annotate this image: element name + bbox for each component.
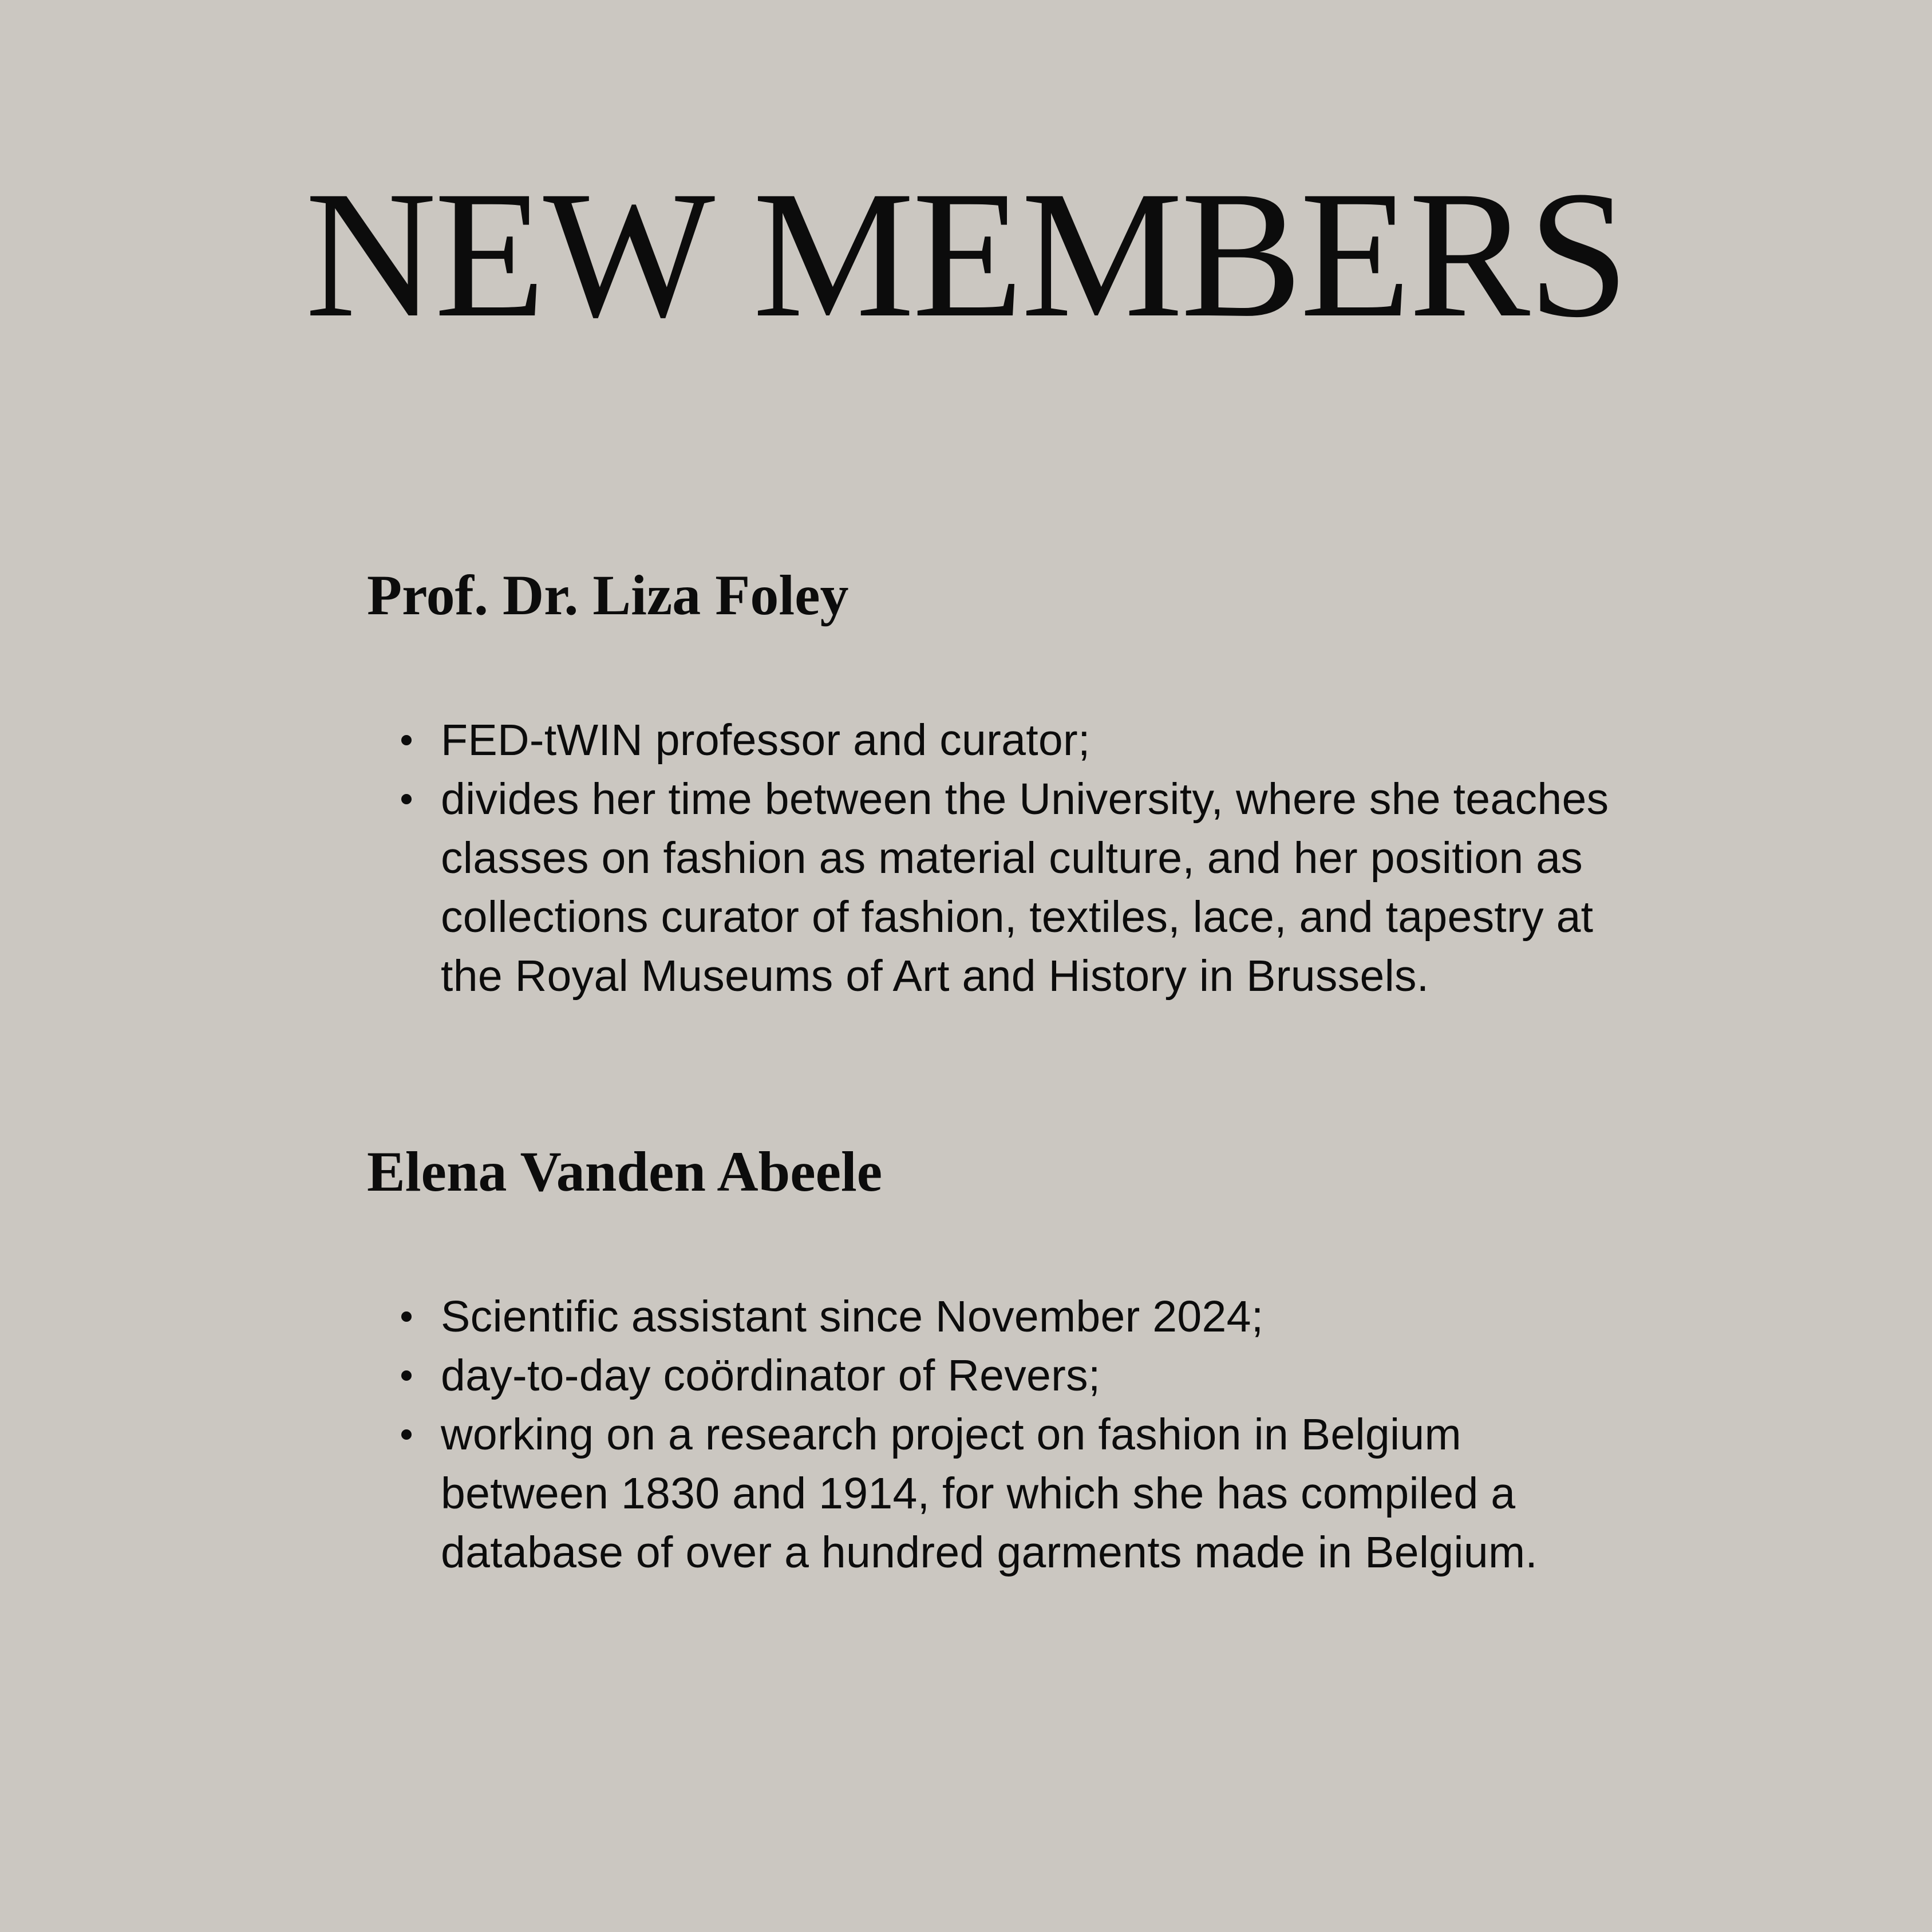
member-section-liza-foley xyxy=(367,561,1626,1006)
bullet-icon xyxy=(401,1370,412,1381)
list-item xyxy=(367,770,1626,1006)
member-name: Elena Vanden Abeele xyxy=(367,1140,883,1203)
list-item-text: FED-tWIN professor and curator; xyxy=(441,716,1091,765)
list-item xyxy=(367,711,1626,770)
bullet-icon xyxy=(401,794,412,804)
member-section-elena-vanden-abeele xyxy=(367,1137,1626,1582)
list-item-text: working on a research project on fashion in Belgium between 1830 and 1914, for which she has compiled a database of over a hundred garments made in Belgium. xyxy=(441,1410,1538,1577)
bullet-icon xyxy=(401,735,412,745)
bullet-icon xyxy=(401,1429,412,1440)
list-item xyxy=(367,1287,1626,1346)
list-item xyxy=(367,1346,1626,1405)
page-title: NEW MEMBERS xyxy=(305,153,1627,355)
member-details-list xyxy=(367,1287,1626,1582)
list-item-text: day-to-day coördinator of Revers; xyxy=(441,1351,1101,1400)
list-item xyxy=(367,1405,1626,1582)
member-details-list xyxy=(367,711,1626,1006)
list-item-text: divides her time between the University, where she teaches classes on fashion as material culture, and her position as collections curator of fashion, textiles, lace, and tapestry at the Royal Museums of Art and History in Brussels. xyxy=(441,775,1609,1001)
list-item-text: Scientific assistant since November 2024; xyxy=(441,1292,1264,1341)
member-name: Prof. Dr. Liza Foley xyxy=(367,563,849,627)
bullet-icon xyxy=(401,1311,412,1322)
